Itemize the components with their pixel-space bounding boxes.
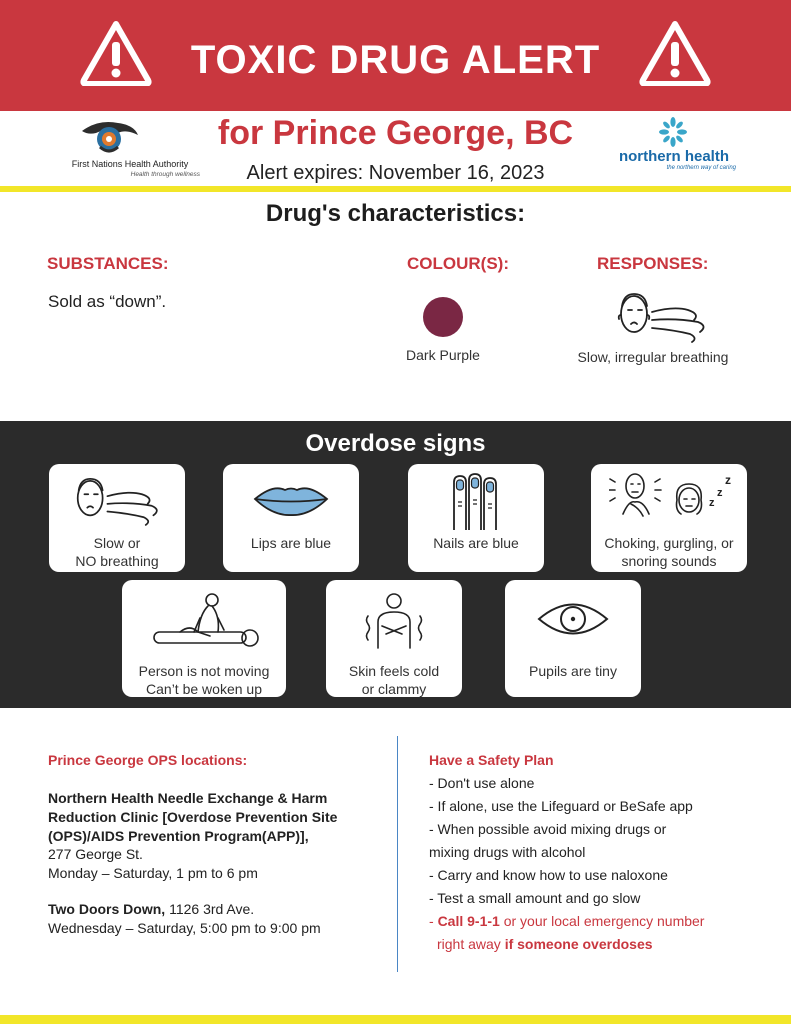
fnha-name: First Nations Health Authority — [71, 159, 189, 169]
breathing-face-icon — [71, 472, 163, 528]
sign-caption: Slow or — [93, 535, 141, 551]
svg-text:z: z — [717, 487, 723, 499]
substances-label: SUBSTANCES: — [47, 254, 169, 273]
overdose-signs-title: Overdose signs — [305, 430, 486, 457]
ops-site-address: 277 George St. — [48, 846, 143, 862]
sign-caption: NO breathing — [75, 553, 159, 569]
breathing-face-icon — [614, 288, 710, 344]
ops-locations-heading: Prince George OPS locations: — [48, 752, 248, 768]
blue-lips-icon — [253, 482, 329, 516]
northern-health-tagline: the northern way of caring — [666, 165, 736, 171]
sign-caption: Nails are blue — [433, 535, 519, 551]
characteristics-title: Drug's characteristics: — [265, 200, 526, 227]
column-divider — [397, 736, 398, 972]
northern-health-name: northern health — [618, 148, 729, 165]
sign-card-nails — [408, 464, 544, 572]
sign-card-breathing — [49, 464, 185, 572]
sign-caption: or clammy — [361, 681, 427, 697]
sign-card-skin-cold — [326, 580, 462, 697]
safety-item: - Carry and know how to use naloxone — [429, 867, 668, 883]
sign-caption: Pupils are tiny — [529, 663, 617, 679]
ops-site2-name: Two Doors Down, — [48, 901, 166, 917]
ops-site2-hours: Wednesday – Saturday, 5:00 pm to 9:00 pm — [48, 920, 321, 936]
blue-nails-icon — [450, 472, 504, 530]
fnha-logo-icon — [78, 117, 140, 157]
call-911-item-cont — [437, 933, 767, 956]
substances-value: Sold as “down”. — [48, 292, 167, 311]
svg-text:z: z — [725, 473, 731, 487]
safety-item: - When possible avoid mixing drugs or — [429, 821, 667, 837]
safety-plan-heading: Have a Safety Plan — [429, 752, 554, 768]
shivering-person-icon — [362, 592, 426, 650]
ops-site2-address: 1126 3rd Ave. — [165, 901, 255, 917]
colour-name: Dark Purple — [406, 347, 480, 363]
call-line2-bold: if someone overdoses — [504, 936, 653, 952]
sign-card-lips — [223, 464, 359, 572]
safety-item: - Don't use alone — [429, 775, 535, 791]
call-line2-plain: right away — [437, 936, 505, 952]
colour-swatch — [423, 297, 463, 337]
ops-site-hours: Monday – Saturday, 1 pm to 6 pm — [48, 865, 258, 881]
call-911-item — [429, 910, 759, 933]
ops-site2 — [48, 900, 254, 919]
sign-caption: Lips are blue — [250, 535, 332, 551]
safety-item: mixing drugs with alcohol — [429, 844, 586, 860]
sign-card-not-moving — [122, 580, 286, 697]
call-rest: or your local emergency number — [499, 913, 705, 929]
alert-location: for Prince George, BC — [217, 114, 574, 152]
call-911-text: Call 9-1-1 — [437, 913, 500, 929]
ops-site-name: Northern Health Needle Exchange & Harm Reduction Clinic [Overdose Prevention Site (OPS)/AIDS Prevention Program(APP)], — [48, 790, 338, 844]
footer-yellow-bar — [0, 1015, 791, 1024]
sign-caption: Skin feels cold — [348, 663, 440, 679]
yellow-divider — [0, 186, 791, 192]
fnha-tagline: Health through wellness — [130, 171, 200, 178]
colours-label: COLOUR(S): — [407, 254, 509, 273]
sign-caption: snoring sounds — [621, 553, 717, 569]
alert-title: TOXIC DRUG ALERT — [190, 38, 601, 82]
cpr-person-icon — [150, 592, 260, 650]
eye-icon — [537, 598, 609, 640]
safety-item: - Test a small amount and go slow — [429, 890, 641, 906]
northern-health-logo-icon — [658, 116, 688, 148]
sign-caption: Person is not moving — [138, 663, 270, 679]
sign-caption: Choking, gurgling, or — [604, 535, 734, 551]
svg-text:z: z — [709, 497, 715, 509]
safety-item: - If alone, use the Lifeguard or BeSafe app — [429, 798, 693, 814]
sign-card-choking — [591, 464, 747, 572]
response-value: Slow, irregular breathing — [577, 349, 729, 365]
responses-label: RESPONSES: — [597, 254, 709, 273]
call-prefix: - — [429, 913, 438, 929]
sign-caption: Can’t be woken up — [146, 681, 262, 697]
choking-snoring-icon — [609, 470, 733, 528]
sign-card-pupils — [505, 580, 641, 697]
alert-expiry: Alert expires: November 16, 2023 — [246, 162, 545, 184]
